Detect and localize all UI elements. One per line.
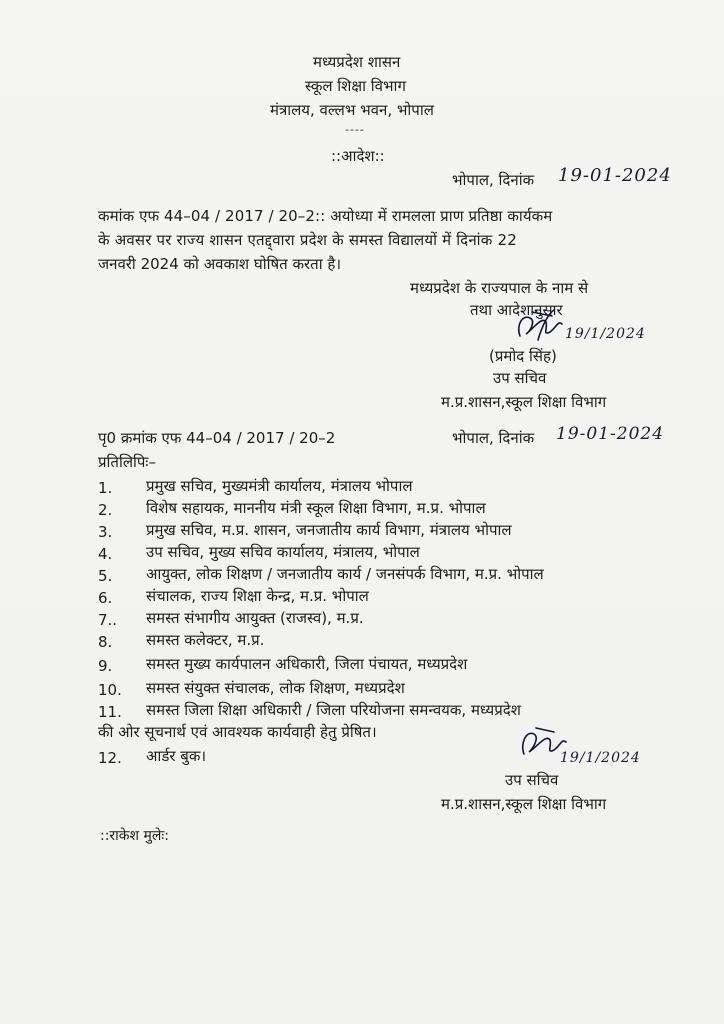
second-signatory-designation: उप सचिव (505, 771, 559, 789)
order-body-line-2: के अवसर पर राज्य शासन एतद्द्वारा प्रदेश के समस्त विद्यालयों में दिनांक 22 (98, 231, 517, 249)
typist-initials: ::राकेश मुलेः: (100, 828, 169, 844)
endorsement-handwritten-date: 19-01-2024 (556, 424, 665, 444)
endorsement-ref: पृ0 क्रमांक एफ 44–04 / 2017 / 20–2 (98, 429, 336, 447)
header-govt: मध्यप्रदेश शासन (313, 53, 401, 71)
signature-mark (512, 306, 572, 348)
authority-line-1: मध्यप्रदेश के राज्यपाल के नाम से (410, 279, 589, 297)
handwritten-date: 19-01-2024 (558, 165, 672, 186)
endorsement-date-prefix: भोपाल, दिनांक (452, 429, 535, 447)
second-signatory-office: म.प्र.शासन,स्कूल शिक्षा विभाग (441, 795, 607, 813)
header-separator: ---- (345, 123, 365, 136)
forward-line: की ओर सूचनार्थ एवं आवश्यक कार्यवाही हेतु प्रेषित। (98, 723, 377, 741)
copy-to-label: प्रतिलिपिः– (98, 453, 156, 471)
document-page: मध्यप्रदेश शासन स्कूल शिक्षा विभाग मंत्रालय, वल्लभ भवन, भोपाल ---- ::आदेश:: भोपाल, दिनांक 19-01-2024 कमांक एफ 44–04 / 2017 / 20–2:: अयोध्या में रामलला प्राण प्रतिष्ठा कार्यकम के अवसर पर राज्य शासन एतद्द्वारा प्रदेश के समस्त विद्यालयों में दिनांक 22 जनवरी 2024 को अवकाश घोषित करता है। मध्यप्रदेश के राज्यपाल के नाम से तथा आदेशानुसार 19/1/2024 (प्रमोद सिंह) उप सचिव म.प्र.शासन,स्कूल शिक्षा विभाग पृ0 क्रमांक एफ 44–04 / 2017 / 20–2 भोपाल, दिनांक 19-01-2024 प्रतिलिपिः– 1. प्रमुख सचिव, मुख्यमंत्री कार्यालय, मंत्रालय भोपाल 2. विशेष सहायक, माननीय मंत्री स्कूल शिक्षा विभाग, म.प्र. भोपाल 3. प्रमुख सचिव, म.प्र. शासन, जनजातीय कार्य विभाग, मंत्रालय भोपाल 4. उप सचिव, मुख्य सचिव कार्यालय, मंत्रालय, भोपाल 5. आयुक्त, लोक शिक्षण / जनजातीय कार्य / जनसंपर्क विभाग, म.प्र. भोपाल 6. संचालक, राज्य शिक्षा केन्द्र, म.प्र. भोपाल 7.. समस्त संभागीय आयुक्त (राजस्व), म.प्र. 8. समस्त कलेक्टर, म.प्र. 9. समस्त मुख्य कार्यपालन अधिकारी, जिला पंचायत, मध्यप्रदेश 10. समस्त संयुक्त संचालक, लोक शिक्षण, मध्यप्रदेश 11. समस्त जिला शिक्षा अधिकारी / जिला परियोजना समन्वयक, मध्यप्रदेश की ओर सूचनार्थ एवं आवश्यक कार्यवाही हेतु प्रेषित। 12. आर्डर बुक। 19/1/2024 उप सचिव म.प्र.शासन,स्कूल शिक्षा विभाग ::राकेश मुलेः: (0, 0, 724, 1024)
signature-date: 19/1/2024 (565, 326, 646, 342)
authority-line-2: तथा आदेशानुसार (470, 301, 563, 319)
item-12-number: 12. (98, 749, 122, 767)
order-title: ::आदेश:: (331, 147, 385, 165)
signatory-designation: उप सचिव (493, 369, 547, 387)
second-signature-date: 19/1/2024 (560, 750, 641, 766)
order-body-line-3: जनवरी 2024 को अवकाश घोषित करता है। (98, 255, 342, 273)
order-body-line-1: कमांक एफ 44–04 / 2017 / 20–2:: अयोध्या में रामलला प्राण प्रतिष्ठा कार्यकम (98, 207, 553, 225)
item-12-text: आर्डर बुक। (146, 747, 207, 765)
date-prefix: भोपाल, दिनांक (452, 171, 535, 189)
signatory-name: (प्रमोद सिंह) (489, 347, 557, 365)
signatory-office: म.प्र.शासन,स्कूल शिक्षा विभाग (441, 393, 607, 411)
header-department: स्कूल शिक्षा विभाग (305, 77, 406, 95)
header-address: मंत्रालय, वल्लभ भवन, भोपाल (270, 101, 434, 119)
